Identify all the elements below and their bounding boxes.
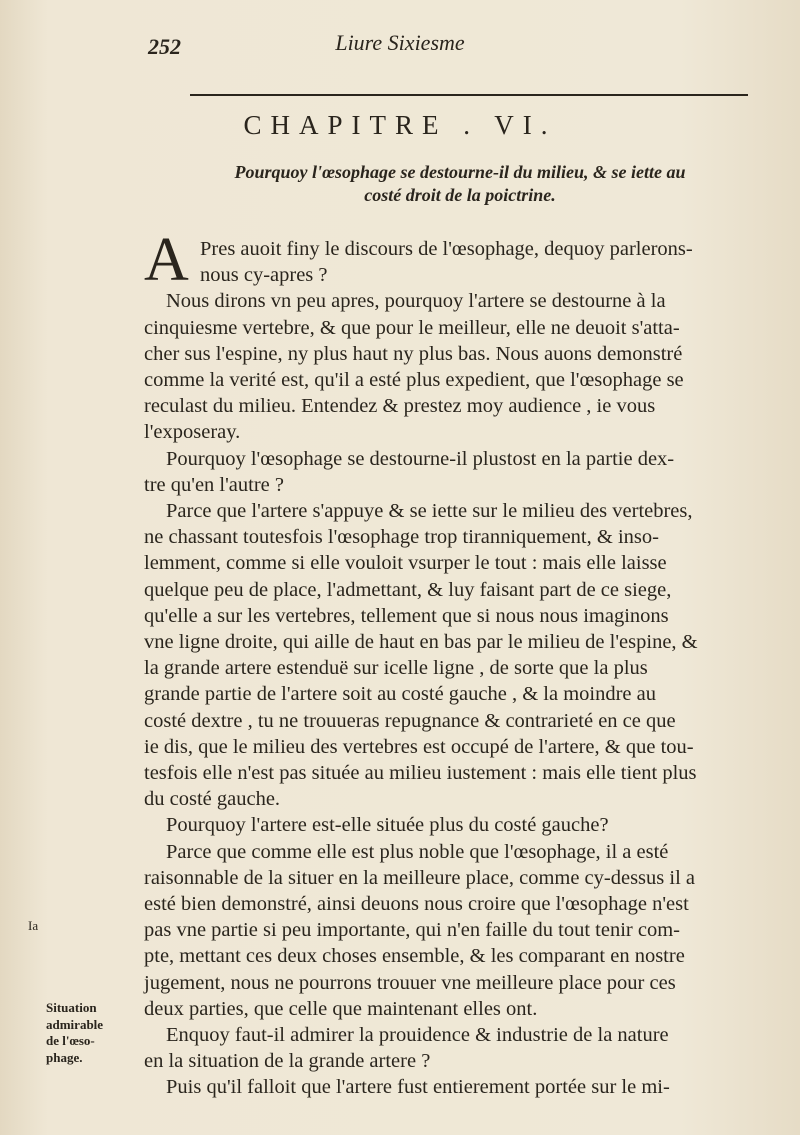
text-line: en la situation de la grande artere ? — [144, 1050, 431, 1073]
text-line: ne chassant toutesfois l'œsophage trop tiranniquement, & inso- — [144, 526, 659, 549]
subtitle-line: costé droit de la poictrine. — [364, 185, 556, 205]
text-line: pas vne partie si peu importante, qui n'en faille du tout tenir com- — [144, 919, 680, 942]
text-line: ie dis, que le milieu des vertebres est occupé de l'artere, & que tou- — [144, 735, 694, 758]
margin-note-line: phage. — [46, 1049, 83, 1065]
text-line: Enquoy faut-il admirer la prouidence & industrie de la nature — [166, 1024, 669, 1046]
text-line: esté bien demonstré, ainsi deuons nous croire que l'œsophage n'est — [144, 893, 689, 915]
text-line: jugement, nous ne pourrons trouuer vne meilleure place pour ces — [144, 971, 676, 994]
text-line: tesfois elle n'est pas située au milieu iustement : mais elle tient plus — [144, 762, 697, 784]
drop-cap: A — [144, 226, 189, 294]
text-line: quelque peu de place, l'admettant, & luy faisant part de ce siege, — [144, 578, 672, 601]
text-line: la grande artere estenduë sur icelle ligne , de sorte que la plus — [144, 657, 648, 680]
running-head: Liure Sixiesme — [335, 30, 465, 55]
margin-note-line: Situation — [46, 1000, 97, 1015]
text-line: Pres auoit finy le discours de l'œsophage, dequoy parlerons- — [200, 238, 693, 260]
page-number: 252 — [148, 34, 181, 59]
subtitle-line: Pourquoy l'œsophage se destourne-il du milieu, & se iette au — [234, 162, 686, 182]
margin-mark: Ia — [28, 918, 39, 933]
text-line: reculast du milieu. Entendez & prestez moy audience , ie vous — [144, 395, 656, 418]
chapter-title: CHAPITRE . VI. — [243, 110, 557, 140]
text-line: costé dextre , tu ne trouueras repugnance & contrarieté en ce que — [144, 709, 676, 732]
text-line: lemment, comme si elle vouloit vsurper le tout : mais elle laisse — [144, 552, 667, 575]
text-line: tre qu'en l'autre ? — [144, 473, 284, 496]
text-line: raisonnable de la situer en la meilleure place, comme cy-dessus il a — [144, 866, 696, 889]
margin-note-line: de l'œso- — [46, 1033, 95, 1048]
text-line: l'exposeray. — [144, 421, 241, 444]
text-line: du costé gauche. — [144, 788, 281, 811]
text-line: Puis qu'il falloit que l'artere fust entierement portée sur le mi- — [166, 1076, 670, 1099]
text-line: Parce que l'artere s'appuye & se iette sur le milieu des vertebres, — [166, 500, 693, 522]
text-line: Nous dirons vn peu apres, pourquoy l'artere se destourne à la — [166, 290, 666, 313]
text-line: cinquiesme vertebre, & que pour le meilleur, elle ne deuoit s'atta- — [144, 316, 680, 339]
text-line: grande partie de l'artere soit au costé gauche , & la moindre au — [144, 683, 656, 706]
text-line: Pourquoy l'artere est-elle située plus du costé gauche? — [166, 814, 609, 837]
text-line: vne ligne droite, qui aille de haut en bas par le milieu de l'espine, & — [144, 631, 698, 653]
text-line: nous cy-apres ? — [200, 264, 328, 287]
margin-note — [46, 1000, 138, 1066]
text-line: deux parties, que celle que maintenant elles ont. — [144, 997, 538, 1020]
header-rule — [190, 94, 748, 96]
text-line: Parce que comme elle est plus noble que l'œsophage, il a esté — [166, 840, 669, 863]
text-line: qu'elle a sur les vertebres, tellement que si nous nous imaginons — [144, 604, 669, 627]
chapter-subtitle — [140, 161, 780, 207]
text-line: comme la verité est, qu'il a esté plus expedient, que l'œsophage se — [144, 369, 684, 391]
text-line: pte, mettant ces deux choses ensemble, & les comparant en nostre — [144, 945, 685, 968]
margin-note-line: admirable — [46, 1016, 104, 1032]
text-line: cher sus l'espine, ny plus haut ny plus bas. Nous auons demonstré — [144, 342, 683, 365]
text-line: Pourquoy l'œsophage se destourne-il plustost en la partie dex- — [166, 447, 675, 470]
